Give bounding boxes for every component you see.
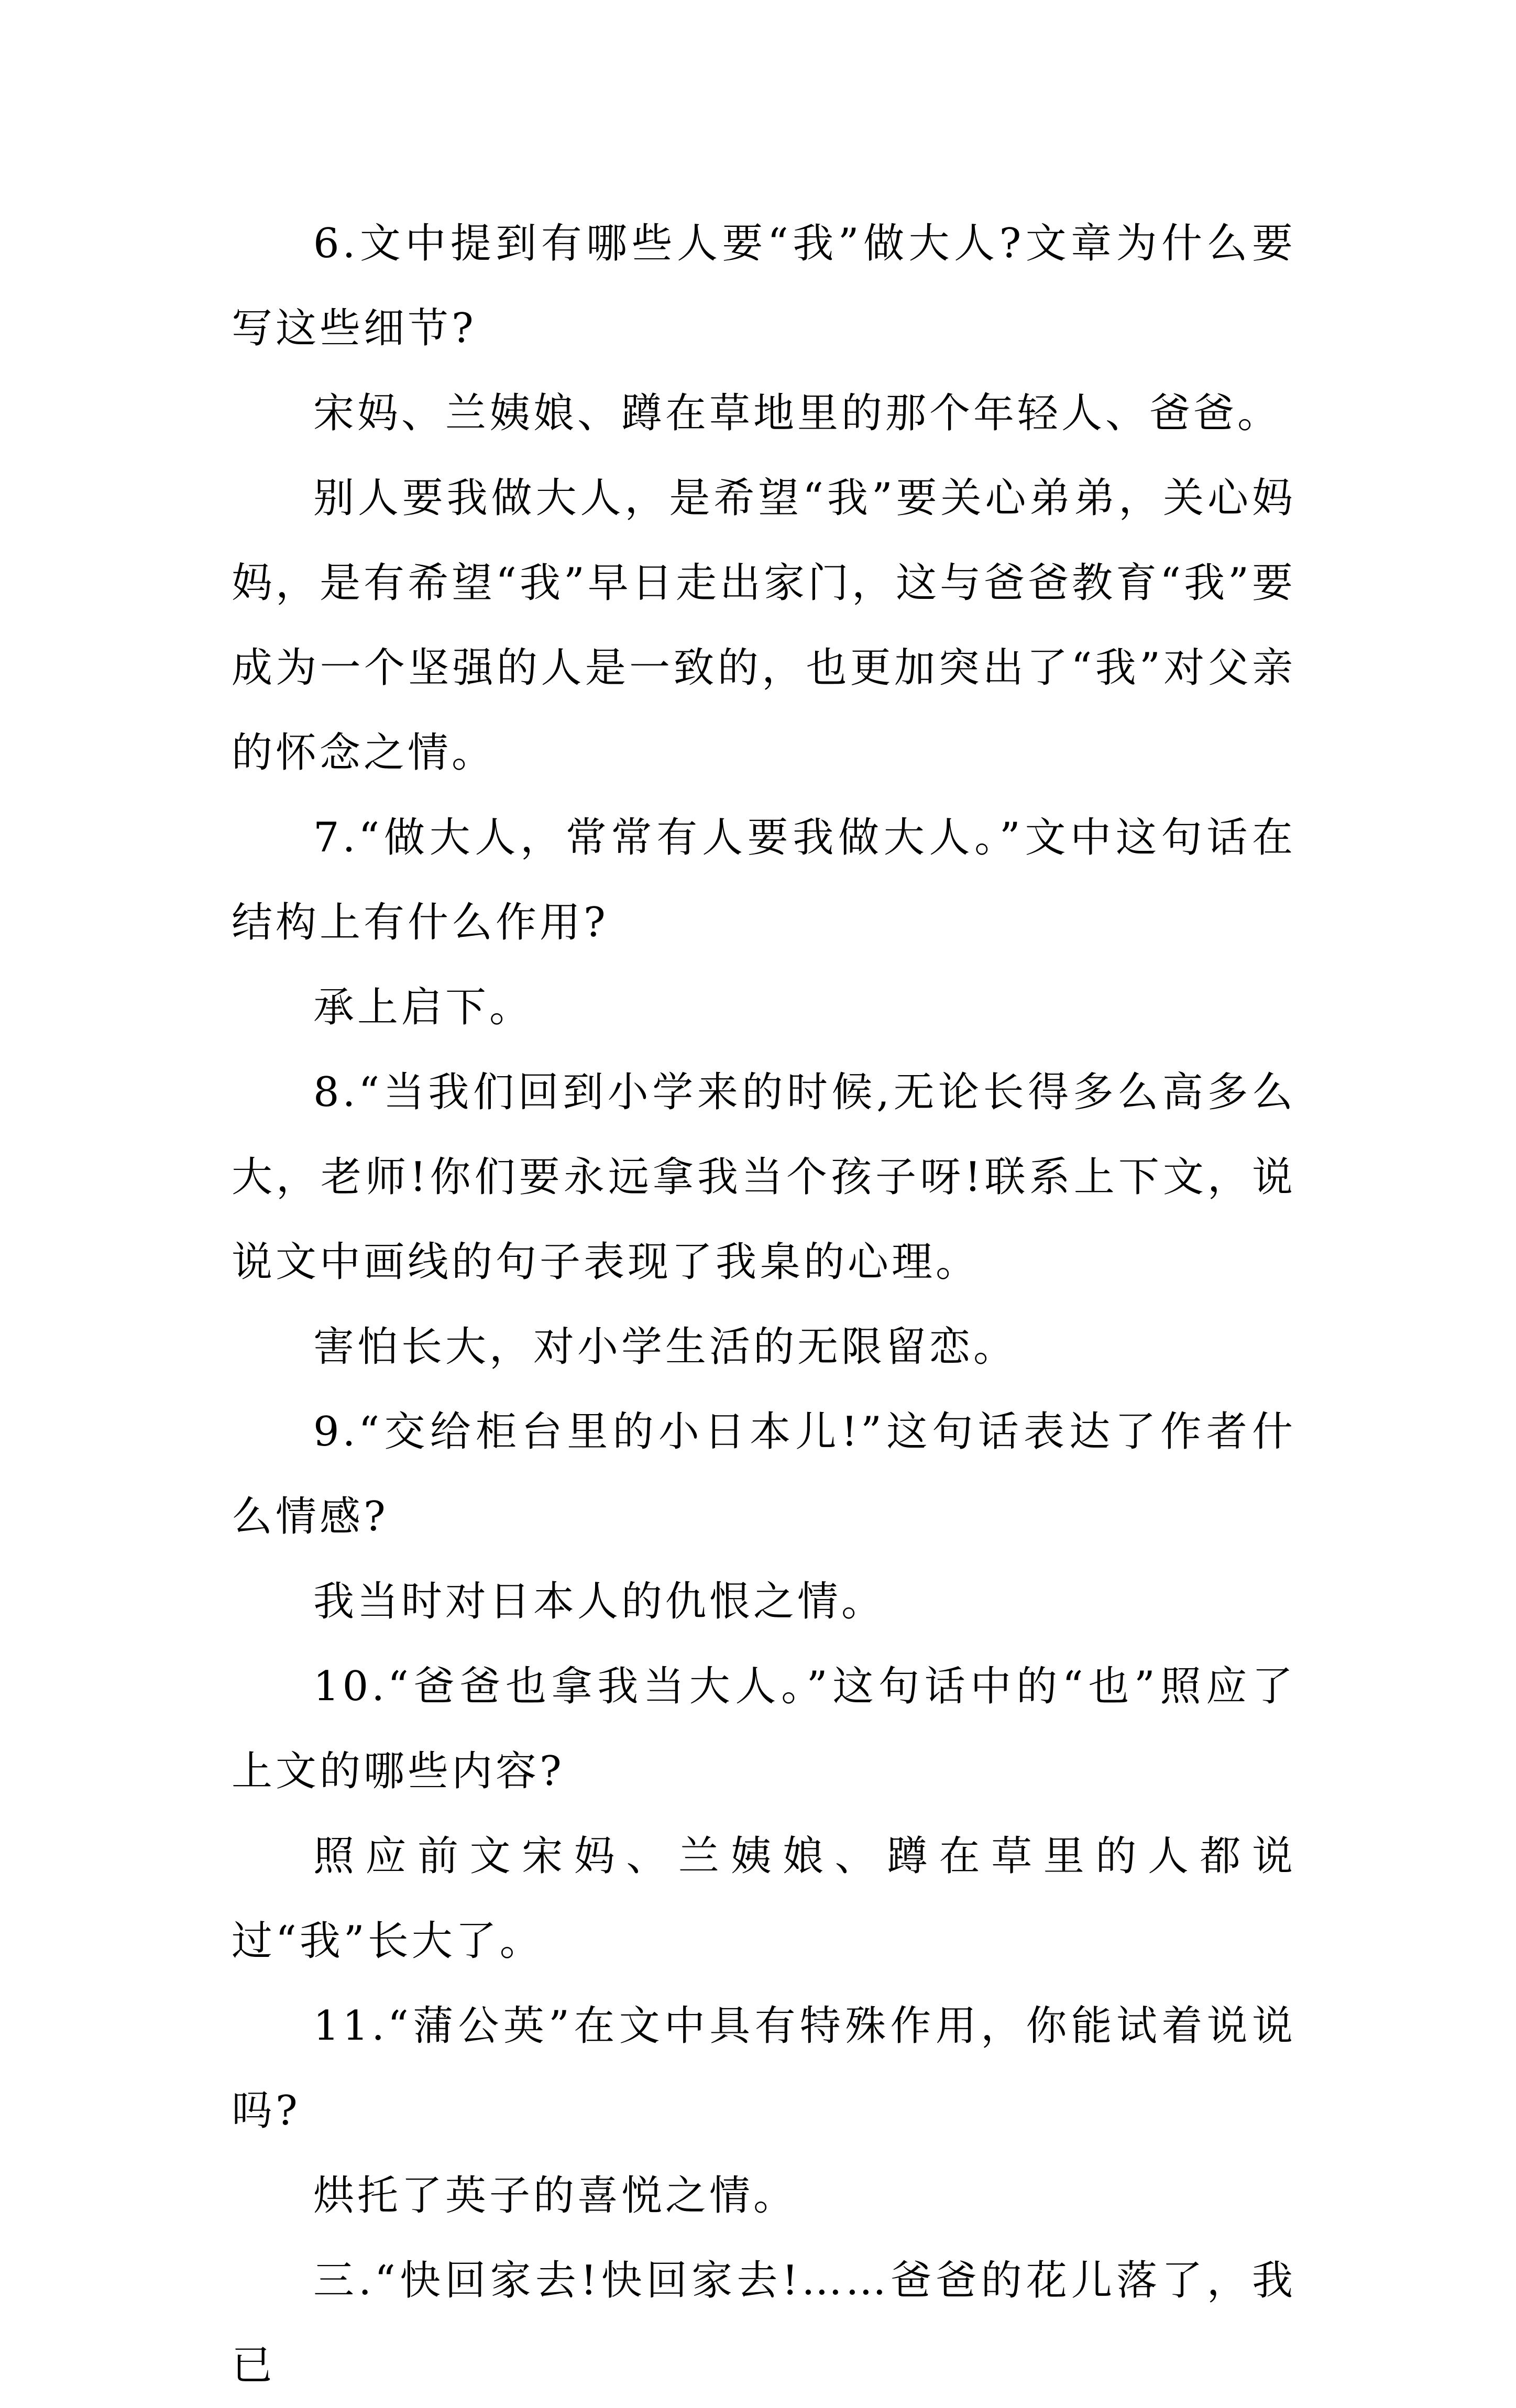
answer-6-reason: 别人要我做大人，是希望“我”要关心弟弟，关心妈妈，是有希望“我”早日走出家门，这与爸爸教育“我”要成为一个坚强的人是一致的，也更加突出了“我”对父亲的怀念之情。: [232, 475, 1296, 776]
answer-8: 害怕长大，对小学生活的无限留恋。: [313, 1323, 1018, 1371]
question-8: 8.“当我们回到小学来的时候,无论长得多么高多么大，老师!你们要永远拿我当个孩子呀!联系上下文，说说文中画线的句子表现了我臬的心理。: [232, 1069, 1296, 1286]
document-body: [232, 201, 1296, 2408]
answer-11: 烘托了英子的喜悦之情。: [313, 2172, 798, 2219]
question-6: 6.文中提到有哪些人要“我”做大人?文章为什么要写这些细节?: [232, 220, 1296, 352]
question-9: 9.“交给柜台里的小日本儿!”这句话表达了作者什么情感?: [232, 1408, 1296, 1540]
answer-9: 我当时对日本人的仇恨之情。: [313, 1578, 886, 1625]
answer-10: 照应前文宋妈、兰姨娘、蹲在草里的人都说过“我”长大了。: [232, 1833, 1296, 1965]
answer-7: 承上启下。: [313, 984, 534, 1031]
answer-6-people: 宋妈、兰姨娘、蹲在草地里的那个年轻人、爸爸。: [313, 390, 1282, 437]
section-3-start: 三.“快回家去!快回家去!……爸爸的花儿落了，我已: [232, 2257, 1296, 2389]
question-11: 11.“蒲公英”在文中具有特殊作用，你能试着说说吗?: [232, 2002, 1296, 2135]
question-7: 7.“做大人，常常有人要我做大人。”文中这句话在结构上有什么作用?: [232, 814, 1296, 946]
question-10: 10.“爸爸也拿我当大人。”这句话中的“也”照应了上文的哪些内容?: [232, 1663, 1296, 1795]
